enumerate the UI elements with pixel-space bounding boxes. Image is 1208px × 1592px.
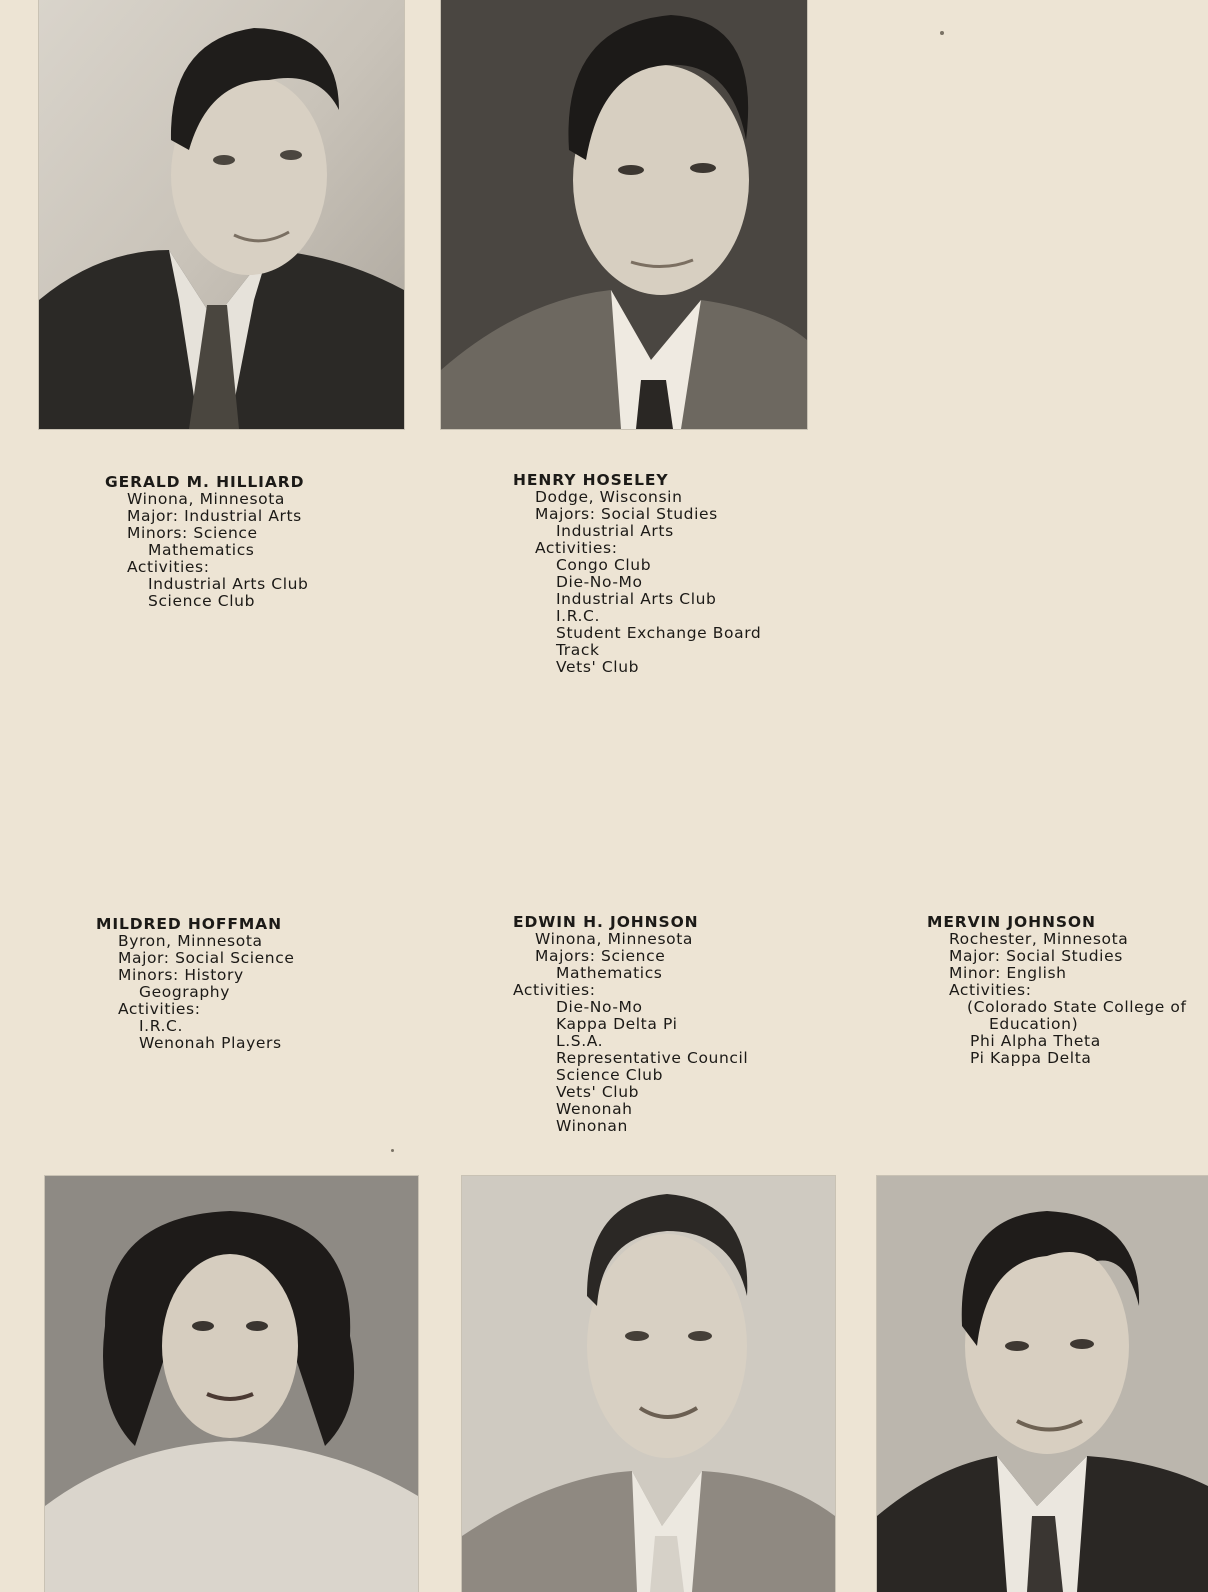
paper-speck (940, 31, 944, 35)
activity-item: Science Club (148, 592, 256, 610)
activity-item: Representative Council (556, 1049, 749, 1067)
minor: Minor: English (949, 964, 1067, 982)
activity-item: Congo Club (556, 556, 652, 574)
activity-note: (Colorado State College of (967, 998, 1187, 1016)
major-item: Industrial Arts (556, 522, 674, 540)
minor-item: Geography (139, 983, 230, 1001)
major: Majors: Science (535, 947, 666, 965)
activity-item: Track (556, 641, 600, 659)
portrait-henry-hoseley (441, 0, 807, 429)
entry-gerald-hilliard (105, 474, 308, 610)
hometown: Rochester, Minnesota (949, 930, 1129, 948)
paper-speck (391, 1149, 394, 1152)
entry-mildred-hoffman (96, 916, 294, 1052)
minors: Minors: History (118, 966, 244, 984)
activities-label: Activities: (535, 539, 618, 557)
minor-item: Mathematics (148, 541, 255, 559)
hometown: Winona, Minnesota (127, 490, 285, 508)
entry-edwin-johnson (513, 914, 748, 1135)
activity-item: Phi Alpha Theta (970, 1032, 1101, 1050)
major: Major: Social Studies (949, 947, 1123, 965)
hometown: Winona, Minnesota (535, 930, 693, 948)
major: Major: Industrial Arts (127, 507, 302, 525)
activities-label: Activities: (127, 558, 210, 576)
student-name: GERALD M. HILLIARD (105, 473, 305, 491)
activity-item: Industrial Arts Club (148, 575, 309, 593)
activity-item: Kappa Delta Pi (556, 1015, 678, 1033)
student-name: EDWIN H. JOHNSON (513, 913, 699, 931)
activity-item: Winonan (556, 1117, 628, 1135)
hometown: Byron, Minnesota (118, 932, 263, 950)
activities-label: Activities: (949, 981, 1032, 999)
activity-item: Vets' Club (556, 658, 640, 676)
student-name: MILDRED HOFFMAN (96, 915, 282, 933)
activity-note: Education) (989, 1015, 1079, 1033)
activity-item: I.R.C. (139, 1017, 183, 1035)
minors: Minors: Science (127, 524, 258, 542)
major: Majors: Social Studies (535, 505, 718, 523)
entry-henry-hoseley (513, 472, 761, 676)
portrait-gerald-hilliard (39, 0, 404, 429)
activity-item: Wenonah (556, 1100, 633, 1118)
activity-item: I.R.C. (556, 607, 600, 625)
student-name: HENRY HOSELEY (513, 471, 669, 489)
activity-item: L.S.A. (556, 1032, 604, 1050)
activity-item: Industrial Arts Club (556, 590, 717, 608)
activity-item: Wenonah Players (139, 1034, 282, 1052)
activity-item: Pi Kappa Delta (970, 1049, 1092, 1067)
major-item: Mathematics (556, 964, 663, 982)
activity-item: Die-No-Mo (556, 573, 643, 591)
hometown: Dodge, Wisconsin (535, 488, 683, 506)
portrait-mildred-hoffman (45, 1176, 418, 1592)
activity-item: Vets' Club (556, 1083, 640, 1101)
portrait-edwin-johnson (462, 1176, 835, 1592)
entry-mervin-johnson (927, 914, 1187, 1067)
activity-item: Science Club (556, 1066, 664, 1084)
activities-label: Activities: (118, 1000, 201, 1018)
major: Major: Social Science (118, 949, 295, 967)
student-name: MERVIN JOHNSON (927, 913, 1096, 931)
activity-item: Student Exchange Board (556, 624, 762, 642)
activity-item: Die-No-Mo (556, 998, 643, 1016)
activities-label: Activities: (513, 981, 596, 999)
portrait-mervin-johnson (877, 1176, 1208, 1592)
